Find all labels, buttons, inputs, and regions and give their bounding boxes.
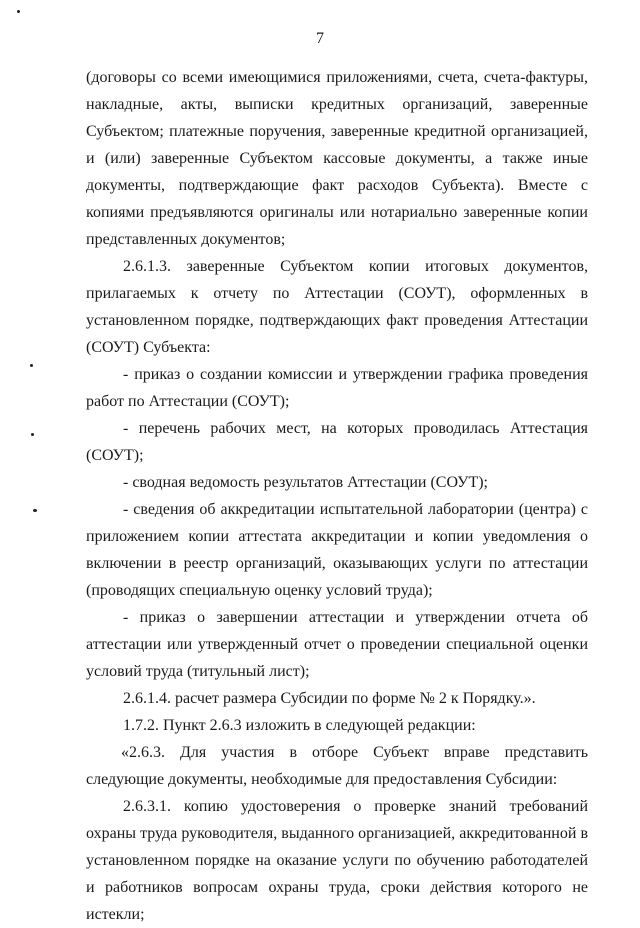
list-item: - приказ о создании комиссии и утверждении графика проведения работ по Аттестации (СОУТ); [86,366,588,410]
list-item: - сведения об аккредитации испытательной лаборатории (центра) с приложением копии аттестата аккредитации и копии уведомления о включении в реестр организаций, оказывающих услуги по аттестации (проводящих специальную оценку условий труда); [86,501,588,599]
scan-speck [33,509,37,512]
list-item: - перечень рабочих мест, на которых проводилась Аттестация (СОУТ); [86,420,588,464]
scan-speck [30,364,33,367]
paragraph: (договоры со всеми имеющимися приложениями, счета, счета-фактуры, накладные, акты, выписки кредитных организаций, заверенные Субъектом; платежные поручения, заверенные кредитной организацией, и (или) заверенные Субъектом кассовые документы, а также иные документы, подтверждающие факт расходов Субъекта). Вместе с копиями предъявляются оригиналы или нотариально заверенные копии представленных документов; [86,69,588,248]
scan-speck [31,433,34,436]
list-item: - приказ о завершении аттестации и утверждении отчета об аттестации или утвержденный отчет о проведении специальной оценки условий труда (титульный лист); [86,609,588,680]
paragraph: «2.6.3. Для участия в отборе Субъект вправе представить следующие документы, необходимые для предоставления Субсидии: [86,744,588,788]
paragraph: 2.6.3.1. копию удостоверения о проверке знаний требований охраны труда руководителя, выданного организацией, аккредитованной в установленном порядке на оказание услуги по обучению работодателей и работников вопросам охраны труда, сроки действия которого не истекли; [86,798,588,923]
page-number: 7 [316,30,324,47]
scan-speck [17,10,20,13]
document-body [86,64,588,928]
paragraph: 1.7.2. Пункт 2.6.3 изложить в следующей редакции: [123,717,476,734]
list-item: - сводная ведомость результатов Аттестации (СОУТ); [123,474,488,491]
paragraph: 2.6.1.3. заверенные Субъектом копии итоговых документов, прилагаемых к отчету по Аттестации (СОУТ), оформленных в установленном порядке, подтверждающих факт проведения Аттестации (СОУТ) Субъекта: [86,258,588,356]
paragraph: 2.6.1.4. расчет размера Субсидии по форме № 2 к Порядку.». [123,690,536,707]
